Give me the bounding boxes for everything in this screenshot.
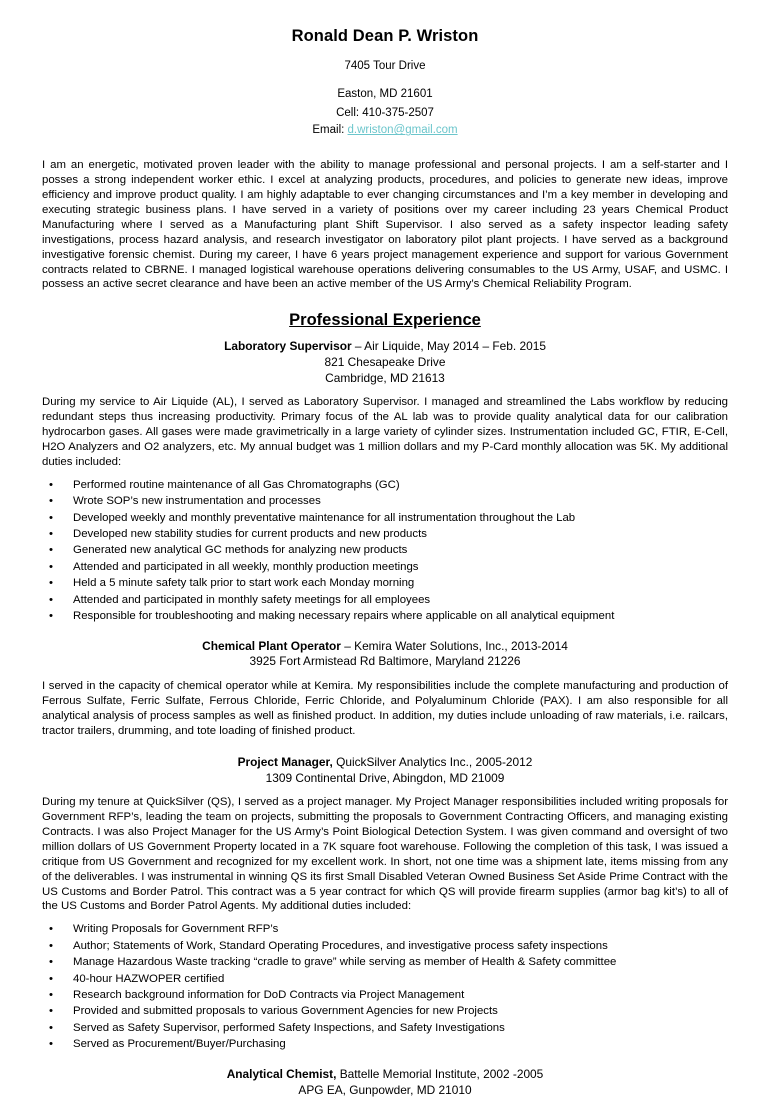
bullet-icon: • xyxy=(49,956,53,969)
job-address-line: 821 Chesapeake Drive xyxy=(324,354,446,369)
job-entry xyxy=(42,1067,728,1098)
job-title-line xyxy=(42,339,728,355)
list-item xyxy=(42,510,728,526)
contact-street: 7405 Tour Drive xyxy=(344,59,426,72)
duty-text: Provided and submitted proposals to various Government Agencies for new Projects xyxy=(73,1005,498,1018)
job-description: I served in the capacity of chemical operator while at Kemira. My responsibilities include the complete manufacturing and production of Ferrous Sulfate, Ferric Sulfate, Ferrous Chloride, Ferric Chloride, and Polyaluminum Chloride (PAX). I am also responsible for all analytical analysis of process samples as well as finished product. In addition, my duties include unloading of raw materials, i.e. railcars, tractor trailers, drumming, and tote loading of finished product. xyxy=(42,680,728,737)
duty-text: Performed routine maintenance of all Gas Chromatographs (GC) xyxy=(73,478,400,491)
list-item xyxy=(42,1003,728,1019)
bullet-icon: • xyxy=(49,610,53,623)
page-title: Ronald Dean P. Wriston xyxy=(291,27,479,45)
list-item xyxy=(42,971,728,987)
list-item xyxy=(42,938,728,954)
duty-text: Research background information for DoD Contracts via Project Management xyxy=(73,989,465,1002)
professional-summary: I am an energetic, motivated proven leader with the ability to manage professional and personal projects. I am a self-starter and I posses a strong independent worker ethic. I excel at analyzing products, procedures, and policies to generate new ideas, improve efficiency and improve product quality. I am highly adaptable to ever changing circumstances and I’m a key member in developing and executing strategic business plans. I have served in a variety of positions over my career including 23 years Chemical Product Manufacturing where I served as a Manufacturing plant Shift Supervisor. I also served as a safety inspector leading safety investigations, process hazard analysis, and research investigator on laboratory pilot plant projects. I have served as a background investigative forensic chemist. During my career, I have 6 years project management experience and support for various Government contracts related to CBRNE. I managed logistical warehouse operations delivering consumables to the US Army, USAF, and USMC. I possess an active secret clearance and have been an active member of the US Army’s Chemical Reliability Program. xyxy=(42,159,728,291)
bullet-icon: • xyxy=(49,1038,53,1051)
job-entry xyxy=(42,339,728,625)
bullet-icon: • xyxy=(49,528,53,540)
duty-text: Generated new analytical GC methods for analyzing new products xyxy=(73,544,408,557)
list-item xyxy=(42,954,728,970)
list-item xyxy=(42,592,728,608)
bullet-icon: • xyxy=(49,560,53,573)
bullet-icon: • xyxy=(49,1005,53,1018)
list-item xyxy=(42,542,728,558)
job-title: Project Manager, xyxy=(237,754,333,769)
email-link[interactable]: d.wriston@gmail.com xyxy=(347,124,458,137)
duty-text: Held a 5 minute safety talk prior to start work each Monday morning xyxy=(73,577,415,590)
bullet-icon: • xyxy=(49,923,53,936)
duty-text: 40-hour HAZWOPER certified xyxy=(73,972,225,985)
list-item xyxy=(42,493,728,509)
duty-text: Manage Hazardous Waste tracking “cradle to grave” while serving as member of Health & Safety committee xyxy=(73,956,617,969)
job-title-line xyxy=(42,639,728,655)
job-address-line: 1309 Continental Drive, Abingdon, MD 21009 xyxy=(265,770,505,785)
job-address-line: APG EA, Gunpowder, MD 21010 xyxy=(298,1082,472,1097)
list-item xyxy=(42,921,728,937)
job-title: Analytical Chemist, xyxy=(226,1066,337,1081)
duty-text: Served as Safety Supervisor, performed Safety Inspections, and Safety Investigations xyxy=(73,1021,505,1034)
duty-text: Developed weekly and monthly preventative maintenance for all instrumentation throughout the Lab xyxy=(73,511,576,524)
job-address-line: Cambridge, MD 21613 xyxy=(325,370,445,385)
list-item xyxy=(42,1036,728,1052)
list-item xyxy=(42,987,728,1003)
duty-text: Developed new stability studies for current products and new products xyxy=(73,528,427,540)
list-item xyxy=(42,526,728,542)
list-item xyxy=(42,1020,728,1036)
job-company: Battelle Memorial Institute, 2002 -2005 xyxy=(336,1066,544,1081)
list-item xyxy=(42,477,728,493)
job-title-line xyxy=(42,755,728,771)
job-company: – Kemira Water Solutions, Inc., 2013-2014 xyxy=(340,638,568,653)
section-heading-professional-experience: Professional Experience xyxy=(289,311,481,330)
job-address-line: 3925 Fort Armistead Rd Baltimore, Maryland 21226 xyxy=(249,654,521,669)
contact-email xyxy=(42,123,728,138)
job-description: During my service to Air Liquide (AL), I served as Laboratory Supervisor. I managed and streamlined the Labs workflow by reducing redundant steps thus increasing productivity. Primary focus of the AL lab was to provide quality analytical data for our calibration hydrocarbon gases. All gases were made gravimetrically in a large variety of cylinder sizes. Instrumentation included GC, FTIR, E-Cell, H2O Analyzers and O2 analyzers, etc. My annual budget was 1 million dollars and my P-Card monthly allocation was 5K. My additional duties included: xyxy=(42,396,728,468)
duties-list xyxy=(42,921,728,1052)
list-item xyxy=(42,575,728,591)
contact-phone: Cell: 410-375-2507 xyxy=(336,106,434,119)
bullet-icon: • xyxy=(49,495,53,508)
bullet-icon: • xyxy=(49,544,53,557)
duty-text: Served as Procurement/Buyer/Purchasing xyxy=(73,1038,286,1051)
job-description: During my tenure at QuickSilver (QS), I served as a project manager. My Project Manager responsibilities included writing proposals for Government RFP’s, leading the team on projects, submitting the proposals to Government Contracting Officers, and managing existing Contracts. I was also Project Manager for the US Army’s Point Biological Detection System. I was given command and oversight of two million dollars of US Government Property located in a 7K square foot warehouse. Following the completion of this task, I was issued a critique from US Government and recognized for my excellent work. In short, not one time was a shipment late, items missing from any of the deliverables. I was instrumental in winning QS its first Small Disabled Veteran Owned Business Set Aside Prime Contract with the US Customs and Border Patrol. This contract was a 5 year contract for which QS will provide firearm supplies (armor bag kit’s) to all of the US Customs and Border Patrol Agents. My additional duties included: xyxy=(42,796,728,913)
job-title: Chemical Plant Operator xyxy=(202,638,341,653)
duty-text: Author; Statements of Work, Standard Operating Procedures, and investigative process safety inspections xyxy=(73,939,608,952)
bullet-icon: • xyxy=(49,1021,53,1034)
bullet-icon: • xyxy=(49,593,53,606)
list-item xyxy=(42,608,728,624)
job-title: Laboratory Supervisor xyxy=(224,338,352,353)
job-entry xyxy=(42,755,728,1053)
duty-text: Writing Proposals for Government RFP’s xyxy=(73,923,279,936)
duty-text: Attended and participated in all weekly, monthly production meetings xyxy=(73,560,419,573)
duty-text: Wrote SOP’s new instrumentation and processes xyxy=(73,495,321,508)
job-entry xyxy=(42,639,728,739)
job-company: – Air Liquide, May 2014 – Feb. 2015 xyxy=(351,338,546,353)
list-item xyxy=(42,559,728,575)
bullet-icon: • xyxy=(49,577,53,590)
bullet-icon: • xyxy=(49,989,53,1002)
bullet-icon: • xyxy=(49,972,53,985)
job-title-line xyxy=(42,1067,728,1083)
bullet-icon: • xyxy=(49,939,53,952)
email-label: Email: xyxy=(312,124,348,137)
duty-text: Attended and participated in monthly safety meetings for all employees xyxy=(73,593,431,606)
bullet-icon: • xyxy=(49,511,53,524)
bullet-icon: • xyxy=(49,478,53,491)
duties-list xyxy=(42,477,728,625)
job-company: QuickSilver Analytics Inc., 2005-2012 xyxy=(332,754,533,769)
duty-text: Responsible for troubleshooting and making necessary repairs where applicable on all analytical equipment xyxy=(73,610,615,623)
contact-city-state-zip: Easton, MD 21601 xyxy=(337,87,433,100)
